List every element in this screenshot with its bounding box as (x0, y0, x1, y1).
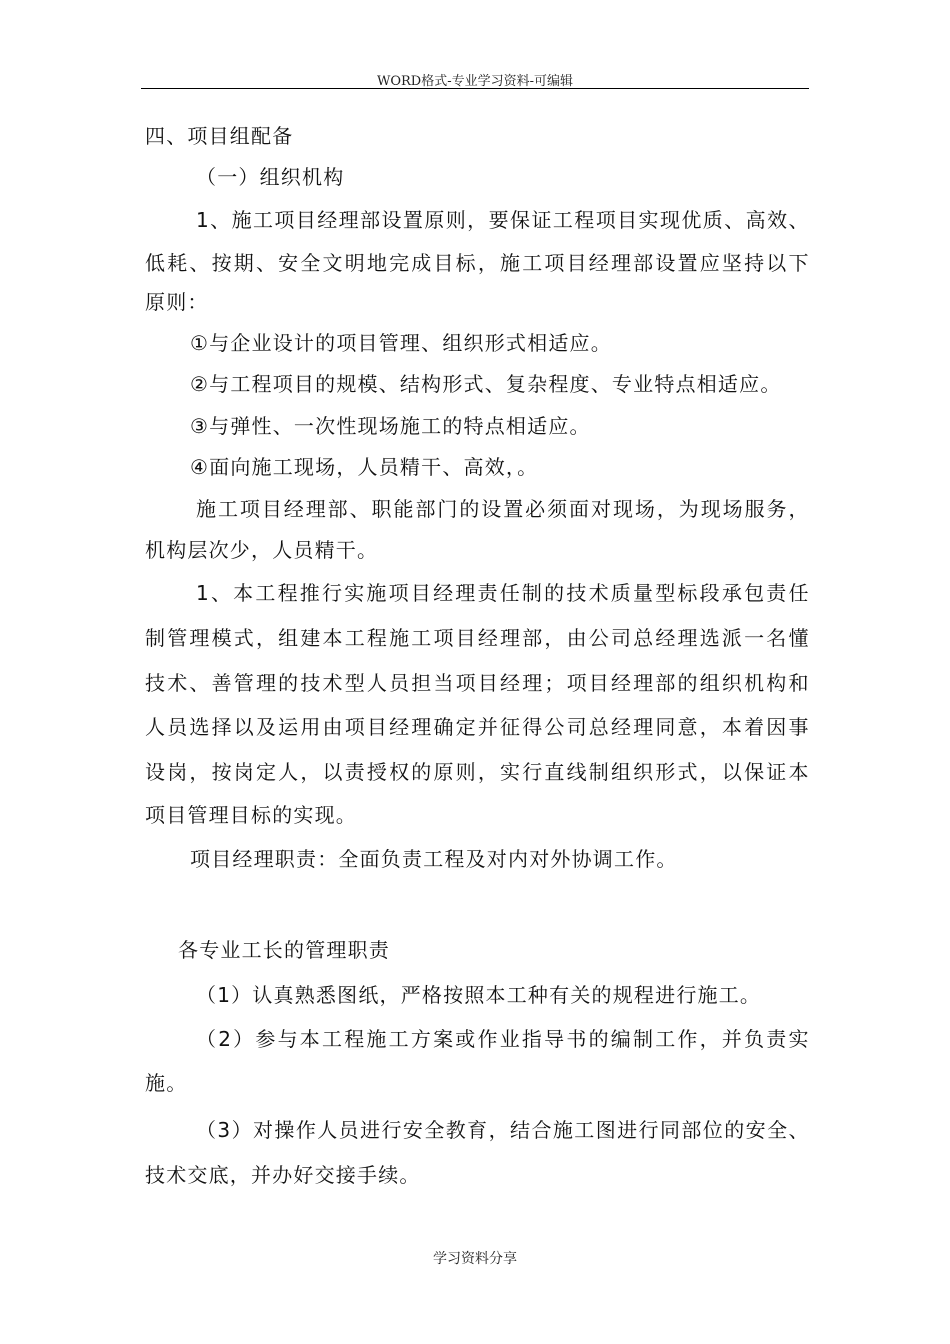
list-item: ①与企业设计的项目管理、组织形式相适应。 (190, 331, 612, 355)
paragraph-line: 1、本工程推行实施项目经理责任制的技术质量型标段承包责任 (196, 581, 809, 605)
paragraph-line: 低耗、按期、安全文明地完成目标，施工项目经理部设置应坚持以下 (145, 251, 809, 275)
section-heading: 各专业工长的管理职责 (178, 938, 390, 962)
list-item: ③与弹性、一次性现场施工的特点相适应。 (190, 414, 591, 438)
subsection-heading: （一）组织机构 (196, 165, 345, 189)
page-header: WORD格式-专业学习资料-可编辑 (376, 74, 574, 89)
paragraph-line: 技术、善管理的技术型人员担当项目经理；项目经理部的组织机构和 (145, 671, 809, 695)
paragraph-line: 施。 (145, 1071, 188, 1095)
page-footer: 学习资料分享 (433, 1251, 517, 1267)
paragraph-line: 1、施工项目经理部设置原则，要保证工程项目实现优质、高效、 (196, 208, 809, 232)
list-item: ④面向施工现场，人员精干、高效，。 (190, 455, 539, 479)
paragraph-line: 项目经理职责：全面负责工程及对内对外协调工作。 (190, 847, 678, 871)
paragraph-line: 原则： (145, 290, 209, 314)
header-divider (141, 88, 809, 89)
paragraph-line: 机构层次少，人员精干。 (145, 538, 379, 562)
paragraph-line: 项目管理目标的实现。 (145, 803, 357, 827)
paragraph-line: 制管理模式，组建本工程施工项目经理部，由公司总经理选派一名懂 (145, 626, 809, 650)
list-item: （1）认真熟悉图纸，严格按照本工种有关的规程进行施工。 (196, 983, 762, 1007)
section-heading: 四、项目组配备 (145, 124, 294, 148)
list-item: ②与工程项目的规模、结构形式、复杂程度、专业特点相适应。 (190, 372, 782, 396)
paragraph-line: 人员选择以及运用由项目经理确定并征得公司总经理同意，本着因事 (145, 715, 809, 739)
paragraph-line: 施工项目经理部、职能部门的设置必须面对现场，为现场服务， (196, 497, 809, 521)
paragraph-line: 设岗，按岗定人，以责授权的原则，实行直线制组织形式，以保证本 (145, 760, 809, 784)
paragraph-line: 技术交底，并办好交接手续。 (145, 1163, 421, 1187)
list-item: （3）对操作人员进行安全教育，结合施工图进行同部位的安全、 (196, 1118, 809, 1142)
list-item: （2）参与本工程施工方案或作业指导书的编制工作，并负责实 (196, 1027, 809, 1051)
